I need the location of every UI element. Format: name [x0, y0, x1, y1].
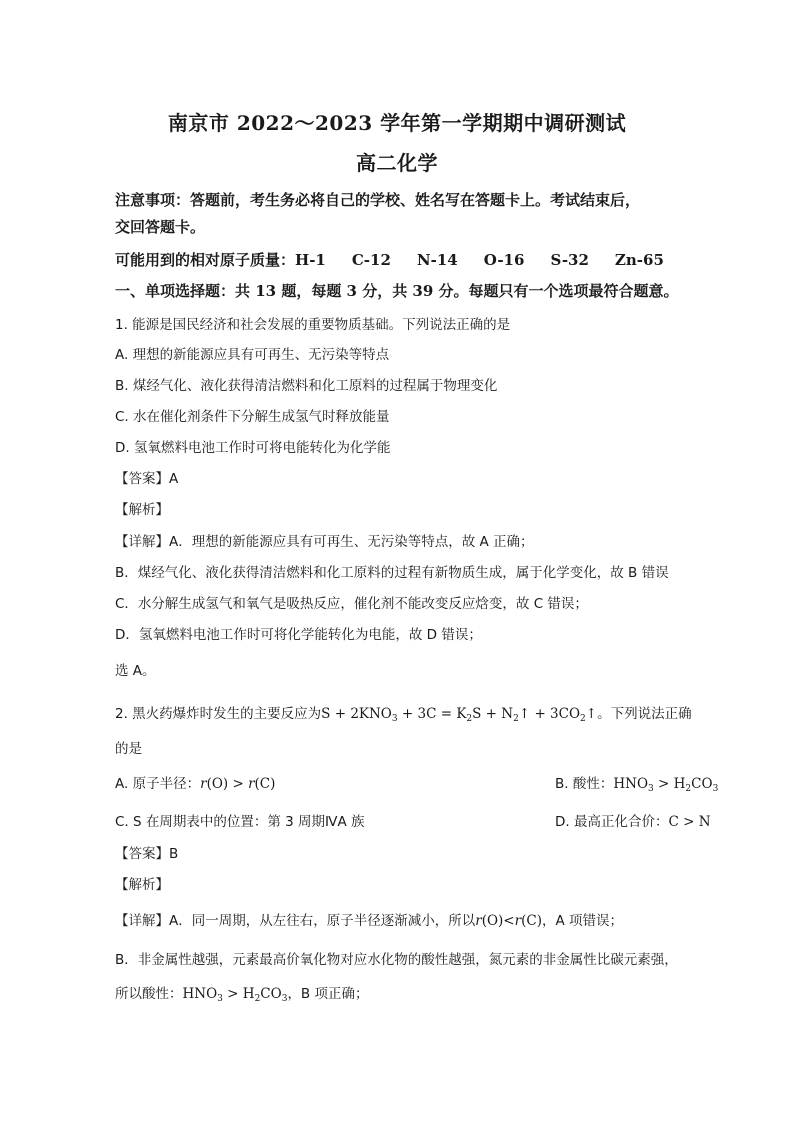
q2-option-a-formula: r(O) > r(C) [200, 776, 276, 792]
q2-option-d-formula: C > N [668, 814, 711, 830]
q2-option-b-label: B. 酸性： [555, 776, 614, 792]
section-heading: 一、单项选择题：共 13 题，每题 3 分，共 39 分。每题只有一个选项最符合题意。 [115, 282, 679, 300]
q2-analysis-label: 【解析】 [115, 877, 169, 893]
q1-option-d: D. 氢氧燃料电池工作时可将电能转化为化学能 [115, 440, 391, 456]
q2-detail-b-line-2 [115, 982, 695, 1002]
atomic-mass-c: C-12 [351, 251, 391, 269]
notice-line-2: 交回答题卡。 [115, 218, 206, 236]
q2-detail-a-conclusion: ，A 项错误； [541, 913, 623, 929]
q1-choose: 选 A。 [115, 663, 156, 679]
atomic-mass-n: N-14 [416, 251, 458, 269]
exam-title: 南京市 2022～2023 学年第一学期期中调研测试 [167, 111, 627, 135]
q1-stem: 1. 能源是国民经济和社会发展的重要物质基础。下列说法正确的是 [115, 317, 511, 333]
q2-option-d [555, 810, 711, 830]
q1-detail-d: D．氢氧燃料电池工作时可将化学能转化为电能，故 D 错误； [115, 627, 482, 643]
q2-option-c: C. S 在周期表中的位置：第 3 周期ⅣA 族 [115, 814, 365, 830]
q1-detail-b: B．煤经气化、液化获得清洁燃料和化工原料的过程有新物质生成，属于化学变化，故 B 错误 [115, 565, 669, 581]
q1-option-a: A. 理想的新能源应具有可再生、无污染等特点 [115, 347, 390, 363]
q2-detail-b-text: 所以酸性： [115, 986, 183, 1002]
q2-option-b [555, 772, 718, 792]
q2-detail-a-text: 【详解】A．同一周期，从左往右，原子半径逐渐减小，所以 [115, 913, 476, 929]
q2-detail-b-formula: $HNO_3 > H_2CO_3$ [182, 986, 288, 1004]
atomic-mass-line [115, 249, 695, 270]
notice-line-1: 注意事项：答题前，考生务必将自己的学校、姓名写在答题卡上。考试结束后， [115, 191, 641, 209]
q2-options-row-2 [115, 810, 711, 830]
subject-title: 高二化学 [356, 151, 438, 175]
atomic-mass-s: S-32 [550, 251, 589, 269]
q1-answer: 【答案】A [115, 471, 179, 487]
q2-detail-b-line-1: B．非金属性越强，元素最高价氧化物对应水化物的酸性越强，氮元素的非金属性比碳元素强， [115, 952, 678, 968]
q2-stem-prefix: 2. 黑火药爆炸时发生的主要反应为 [115, 706, 322, 722]
q2-option-a-label: A. 原子半径： [115, 776, 201, 792]
q2-option-a [115, 776, 275, 792]
atomic-mass-h: H-1 [295, 251, 326, 269]
q1-detail-c: C．水分解生成氢气和氧气是吸热反应，催化剂不能改变反应焓变，故 C 错误； [115, 596, 588, 612]
q1-analysis-label: 【解析】 [115, 502, 169, 518]
q2-stem-line-1 [115, 702, 695, 722]
atomic-mass-zn: Zn-65 [614, 251, 664, 269]
atomic-mass-o: O-16 [483, 251, 525, 269]
q2-detail-a-formula: r(O)<r(C) [475, 913, 542, 929]
q1-option-b: B. 煤经气化、液化获得清洁燃料和化工原料的过程属于物理变化 [115, 378, 498, 394]
q1-option-c: C. 水在催化剂条件下分解生成氢气时释放能量 [115, 409, 390, 425]
q2-option-b-formula: $HNO_3 > H_2CO_3$ [613, 776, 719, 794]
q1-detail-a: 【详解】A．理想的新能源应具有可再生、无污染等特点，故 A 正确； [115, 534, 534, 550]
q2-answer: 【答案】B [115, 846, 179, 862]
atomic-mass-label: 可能用到的相对原子质量： [115, 251, 296, 269]
q2-options-row-1 [115, 772, 719, 794]
q2-stem-suffix: 。下列说法正确 [597, 706, 692, 722]
q2-stem-line-2: 的是 [115, 741, 142, 757]
q2-detail-b-conclusion: ，B 项正确； [287, 986, 369, 1002]
q2-reaction-equation: $S + 2KNO_3 + 3C = K_2S$ + $N_2↑$ + $3CO_2↑$ [321, 706, 598, 724]
q2-detail-a [115, 909, 695, 929]
q2-option-d-label: D. 最高正化合价： [555, 814, 669, 830]
